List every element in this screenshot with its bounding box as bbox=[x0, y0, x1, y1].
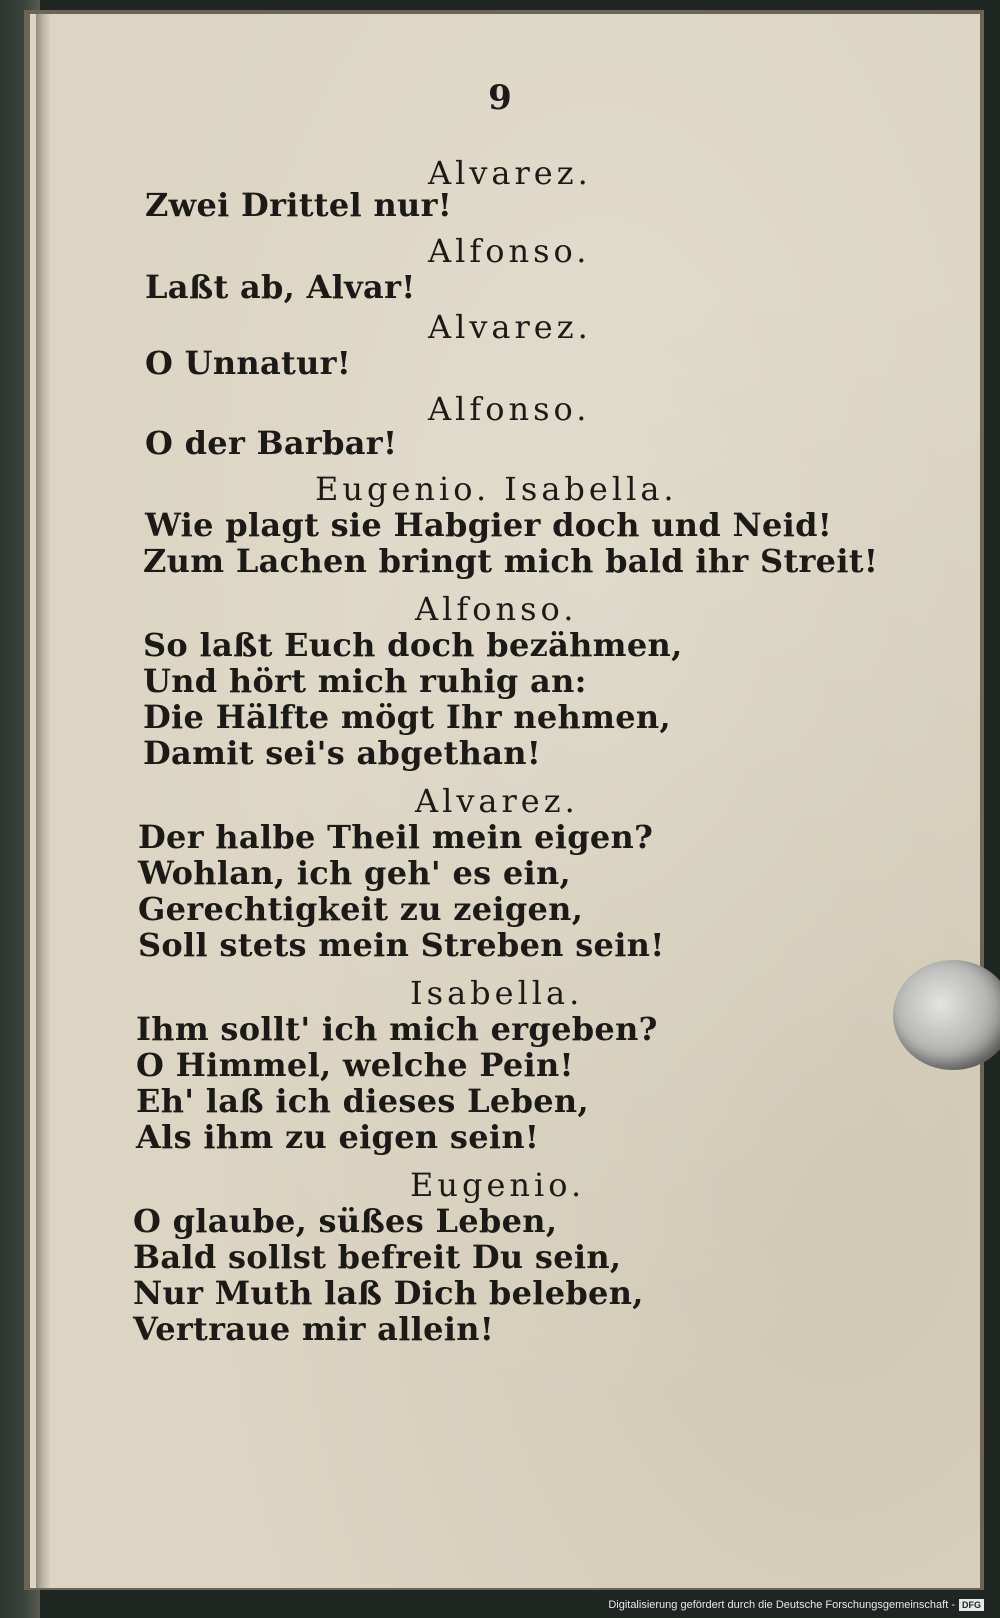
verse-line: Damit sei's abgethan! bbox=[143, 734, 542, 772]
speaker-name: Alvarez. bbox=[428, 154, 592, 192]
page-number: 9 bbox=[488, 78, 512, 118]
verse-line: O Unnatur! bbox=[145, 344, 352, 382]
verse-line: Soll stets mein Streben sein! bbox=[138, 926, 665, 964]
verse-line: Zwei Drittel nur! bbox=[145, 186, 453, 224]
verse-line: O Himmel, welche Pein! bbox=[136, 1046, 574, 1084]
verse-line: O glaube, süßes Leben, bbox=[133, 1202, 558, 1240]
credit-text: Digitalisierung gefördert durch die Deutsche Forschungsgemeinschaft - bbox=[608, 1599, 955, 1611]
page-gutter bbox=[36, 14, 50, 1588]
verse-line: Bald sollst befreit Du sein, bbox=[133, 1238, 622, 1276]
verse-line: Nur Muth laß Dich beleben, bbox=[133, 1274, 644, 1312]
speaker-name: Alfonso. bbox=[428, 232, 591, 270]
verse-line: Wohlan, ich geh' es ein, bbox=[138, 854, 571, 892]
verse-line: So laßt Euch doch bezähmen, bbox=[143, 626, 683, 664]
verse-line: O der Barbar! bbox=[145, 424, 398, 462]
show-through-text bbox=[600, 170, 880, 1370]
speaker-name: Isabella. bbox=[410, 974, 584, 1012]
dfg-logo: DFG bbox=[959, 1599, 984, 1611]
digitization-credit bbox=[608, 1596, 984, 1614]
verse-line: Die Hälfte mögt Ihr nehmen, bbox=[143, 698, 671, 736]
speaker-name: Alfonso. bbox=[415, 590, 578, 628]
verse-line: Der halbe Theil mein eigen? bbox=[138, 818, 654, 856]
speaker-name: Eugenio. Isabella. bbox=[315, 470, 678, 508]
verse-line: Als ihm zu eigen sein! bbox=[136, 1118, 540, 1156]
verse-line: Vertraue mir allein! bbox=[133, 1310, 495, 1348]
verse-line: Zum Lachen bringt mich bald ihr Streit! bbox=[143, 542, 879, 580]
verse-line: Laßt ab, Alvar! bbox=[145, 268, 416, 306]
verse-line: Und hört mich ruhig an: bbox=[143, 662, 587, 700]
verse-line: Gerechtigkeit zu zeigen, bbox=[138, 890, 584, 928]
speaker-name: Eugenio. bbox=[410, 1166, 586, 1204]
verse-line: Wie plagt sie Habgier doch und Neid! bbox=[145, 506, 833, 544]
speaker-name: Alvarez. bbox=[428, 308, 592, 346]
verse-line: Eh' laß ich dieses Leben, bbox=[136, 1082, 589, 1120]
verse-line: Ihm sollt' ich mich ergeben? bbox=[136, 1010, 658, 1048]
speaker-name: Alvarez. bbox=[415, 782, 579, 820]
speaker-name: Alfonso. bbox=[428, 390, 591, 428]
